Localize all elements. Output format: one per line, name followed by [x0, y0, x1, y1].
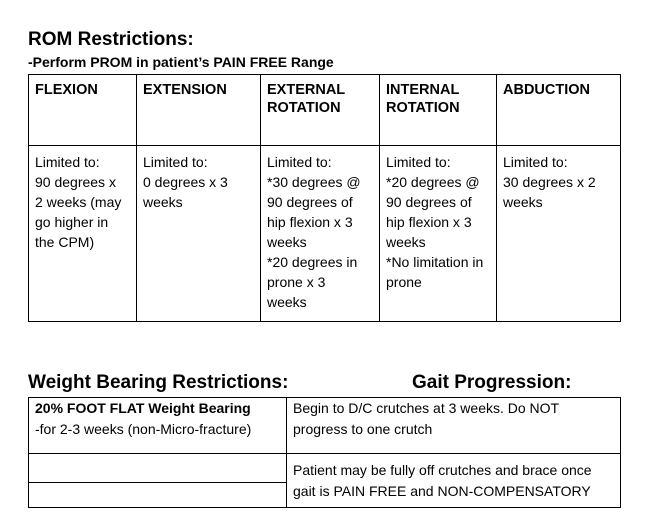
- weight-bearing-detail: -for 2-3 weeks (non-Micro-fracture): [35, 421, 252, 437]
- weight-bearing-cell: [29, 398, 287, 454]
- rom-cell-abduction: Limited to: 30 degrees x 2 weeks: [497, 146, 621, 322]
- rom-header-internal-rotation: INTERNAL ROTATION: [380, 75, 497, 146]
- gait-step-1: Begin to D/C crutches at 3 weeks. Do NOT progress to one crutch: [287, 398, 621, 454]
- weight-bearing-label: 20% FOOT FLAT Weight Bearing: [35, 400, 251, 416]
- rom-body-row: [29, 146, 621, 322]
- gait-step-2: Patient may be fully off crutches and brace once gait is PAIN FREE and NON-COMPENSATORY: [287, 454, 621, 508]
- weight-gait-table: [28, 397, 621, 508]
- rom-cell-flexion: Limited to: 90 degrees x 2 weeks (may go higher in the CPM): [29, 146, 137, 322]
- wb-row-1: [29, 398, 621, 454]
- rom-header-flexion: FLEXION: [29, 75, 137, 146]
- wb-empty-cell-1: [29, 454, 287, 483]
- rom-header-abduction: ABDUCTION: [497, 75, 621, 146]
- weight-bearing-title: Weight Bearing Restrictions:: [28, 372, 289, 393]
- rom-cell-internal-rotation: Limited to: *20 degrees @ 90 degrees of hip flexion x 3 weeks *No limitation in prone: [380, 146, 497, 322]
- rom-header-extension: EXTENSION: [137, 75, 261, 146]
- rom-table: [28, 74, 621, 322]
- wb-row-2: [29, 454, 621, 483]
- wb-empty-cell-2: [29, 483, 287, 508]
- rom-cell-external-rotation: Limited to: *30 degrees @ 90 degrees of hip flexion x 3 weeks *20 degrees in prone x 3 weeks: [261, 146, 380, 322]
- rom-title: ROM Restrictions:: [28, 29, 194, 50]
- rom-subtitle: -Perform PROM in patient’s PAIN FREE Range: [28, 54, 334, 70]
- gait-title: Gait Progression:: [412, 372, 572, 393]
- rom-cell-extension: Limited to: 0 degrees x 3 weeks: [137, 146, 261, 322]
- rom-header-row: [29, 75, 621, 146]
- rom-header-external-rotation: EXTERNAL ROTATION: [261, 75, 380, 146]
